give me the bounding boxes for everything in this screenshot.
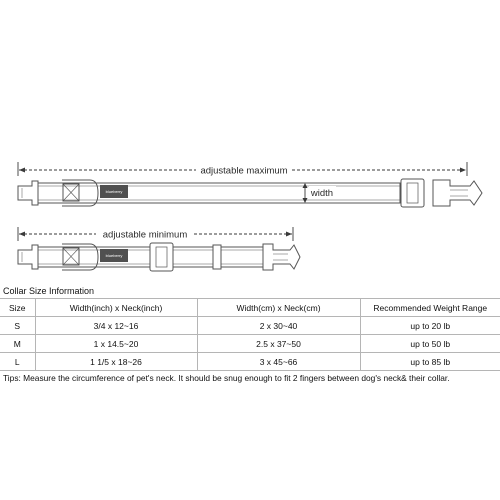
table-cell: M bbox=[0, 335, 35, 353]
brand-tag-text-max: blueberry bbox=[105, 189, 123, 194]
table-cell: up to 50 lb bbox=[360, 335, 500, 353]
buckle-male-min bbox=[263, 244, 300, 270]
buckle-male-max bbox=[433, 180, 482, 206]
table-header: Width(cm) x Neck(cm) bbox=[197, 299, 360, 317]
collar-min bbox=[18, 243, 300, 271]
tips-text: Tips: Measure the circumference of pet's neck. It should be snug enough to fit 2 fingers between dog's neck& their collar. bbox=[3, 373, 450, 383]
table-header: Size bbox=[0, 299, 35, 317]
table-row bbox=[0, 335, 500, 353]
table-cell: up to 20 lb bbox=[360, 317, 500, 335]
buckle-female-min bbox=[18, 245, 38, 269]
table-cell: L bbox=[0, 353, 35, 371]
min-dimension-label: adjustable minimum bbox=[102, 229, 188, 241]
size-table bbox=[0, 298, 500, 371]
table-header-row bbox=[0, 299, 500, 317]
table-row bbox=[0, 317, 500, 335]
table-header: Width(inch) x Neck(inch) bbox=[35, 299, 197, 317]
buckle-female-max bbox=[18, 181, 38, 205]
table-cell: 1 1/5 x 18~26 bbox=[35, 353, 197, 371]
table-cell: up to 85 lb bbox=[360, 353, 500, 371]
collar-max bbox=[18, 179, 482, 207]
table-cell: S bbox=[0, 317, 35, 335]
table-cell: 1 x 14.5~20 bbox=[35, 335, 197, 353]
keeper-min bbox=[213, 245, 221, 269]
table-cell: 2 x 30~40 bbox=[197, 317, 360, 335]
table-header: Recommended Weight Range bbox=[360, 299, 500, 317]
table-row bbox=[0, 353, 500, 371]
max-dimension-label: adjustable maximum bbox=[200, 165, 288, 177]
table-cell: 2.5 x 37~50 bbox=[197, 335, 360, 353]
brand-tag-text-min: blueberry bbox=[105, 253, 123, 258]
section-title: Collar Size Information bbox=[3, 286, 95, 296]
width-label: width bbox=[310, 188, 334, 199]
table-cell: 3/4 x 12~16 bbox=[35, 317, 197, 335]
table-cell: 3 x 45~66 bbox=[197, 353, 360, 371]
